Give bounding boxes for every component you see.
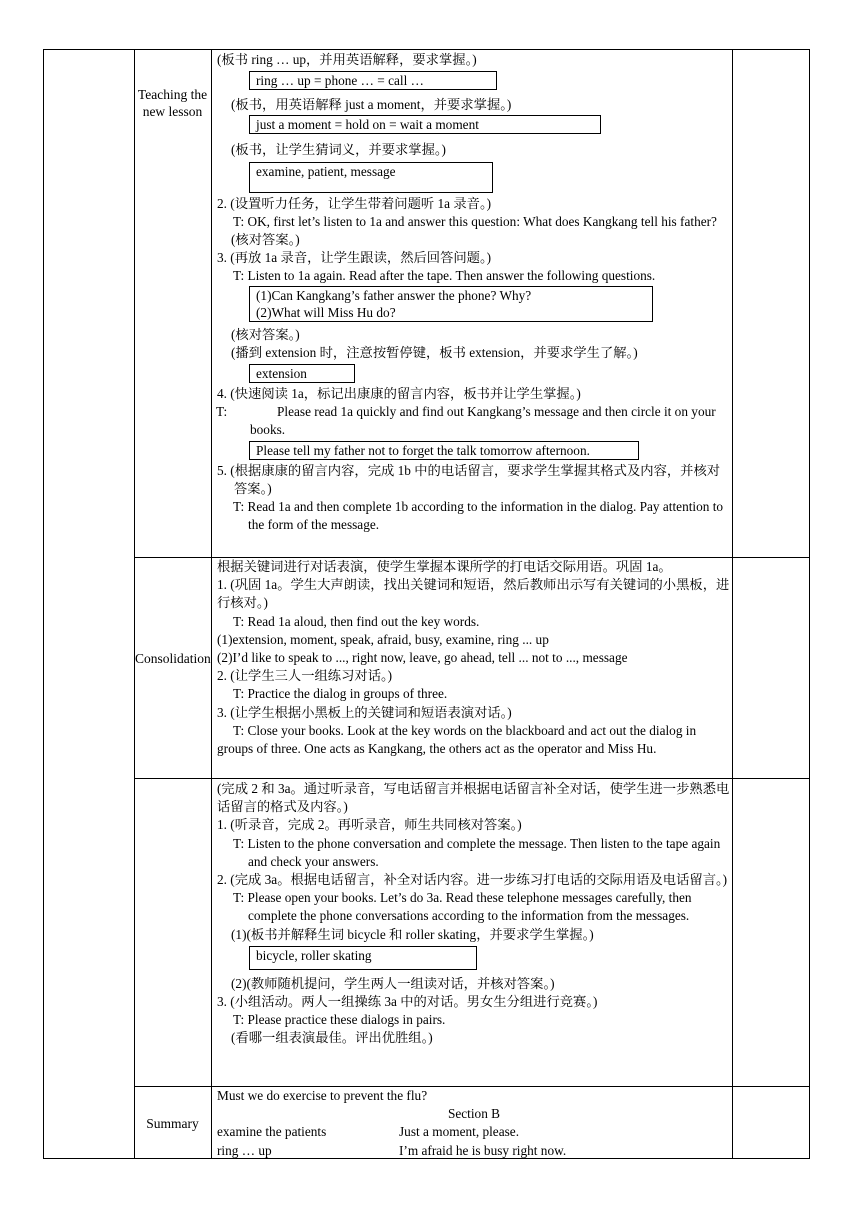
column-divider-2 [211,49,212,1159]
text-line: T: Listen to the phone conversation and complete the message. Then listen to the tape again and check your answers. [233,835,721,869]
summary-sentence: Just a moment, please. [399,1124,520,1140]
stage-label-teaching: Teaching the new lesson [137,87,208,119]
text-line: T: Please practice these dialogs in pairs. [233,1012,446,1028]
blackboard-box [249,286,653,322]
text-line: (2)(教师随机提问，学生两人一组读对话，并核对答案。) [231,975,555,991]
text-line: T: Practice the dialog in groups of three. [233,686,448,702]
text-line: T: Read 1a aloud, then find out the key words. [233,613,480,629]
practice-content [217,780,731,1048]
text-line: Must we do exercise to prevent the flu? [217,1088,428,1103]
text-line: (板书，用英语解释 just a moment，并要求掌握。) [231,97,512,113]
text-span: Please read 1a quickly and find out Kangkang’s message and then circle it on your books. [250,404,716,438]
text-line: (板书 ring … up，并用英语解释，要求掌握。) [217,52,477,67]
text-line: 1. (巩固 1a。学生大声朗读，找出关键词和短语，然后教师出示写有关键词的小黑板，进行核对。) [217,577,730,611]
table-border-top [43,49,810,50]
text-line: T: Listen to 1a again. Read after the tape. Then answer the following questions. [233,268,656,284]
text-line: T: Close your books. Look at the key words on the blackboard and act out the dialog in groups of three. One acts as Kangkang, the others act as the operator and Miss Hu. [217,722,697,757]
section-heading: Section B [447,1106,501,1122]
text-line: 3. (让学生根据小黑板上的关键词和短语表演对话。) [217,704,512,720]
summary-phrase: ring … up [217,1142,272,1158]
column-divider-3 [732,49,733,1159]
table-border-right [809,49,810,1159]
lesson-plan-table [43,49,810,1159]
blackboard-box: extension [249,364,355,383]
teaching-content [217,51,731,534]
blackboard-box: Please tell my father not to forget the talk tomorrow afternoon. [249,441,639,460]
summary-content [217,1087,731,1160]
summary-sentence: I’m afraid he is busy right now. [399,1142,567,1158]
blackboard-box: ring … up = phone … = call … [249,71,497,90]
text-line: 2. (让学生三人一组练习对话。) [217,668,393,684]
text-line: 5. (根据康康的留言内容，完成 1b 中的电话留言，要求学生掌握其格式及内容，并核对答案。) [217,462,721,496]
question-2: (2)What will Miss Hu do? [256,304,396,320]
teacher-prefix: T: [216,404,228,420]
summary-row [217,1123,731,1141]
text-line: (核对答案。) [231,232,300,248]
text-line: 根据关键词进行对话表演，使学生掌握本课所学的打电话交际用语。巩固 1a。 [217,559,672,574]
text-line: 3. (再放 1a 录音，让学生跟读，然后回答问题。) [217,250,492,266]
row-divider-2 [134,778,810,779]
text-line: (板书，让学生猜词义，并要求掌握。) [231,142,446,158]
text-line: (看哪一组表演最佳。评出优胜组。) [231,1030,433,1046]
question-1: (1)Can Kangkang’s father answer the phone? Why? [256,287,532,303]
text-line: (播到 extension 时，注意按暂停键，板书 extension，并要求学生了解。) [231,344,638,360]
text-line: (完成 2 和 3a。通过听录音，写电话留言并根据电话留言补全对话，使学生进一步熟悉电话留言的格式及内容。) [217,781,730,815]
blackboard-box: bicycle, roller skating [249,946,477,970]
text-line: (核对答案。) [231,326,300,342]
text-line: T: Please open your books. Let’s do 3a. Read these telephone messages carefully, then complete the phone conversations according to the information from the messages. [233,890,692,924]
blackboard-box: just a moment = hold on = wait a moment [249,115,601,134]
consolidation-content [217,558,731,758]
text-line: T: OK, first let’s listen to 1a and answer this question: What does Kangkang tell his father? [233,213,717,229]
stage-label-summary: Summary [146,1116,199,1131]
stage-label-consolidation: Consolidation [135,651,211,666]
text-line: (1)(板书并解释生词 bicycle 和 roller skating，并要求学生掌握。) [231,926,594,942]
summary-phrase: examine the patients [217,1124,327,1140]
text-line: 2. (完成 3a。根据电话留言，补全对话内容。进一步练习打电话的交际用语及电话留言。) [217,872,728,888]
text-line [217,403,731,439]
column-divider-1 [134,49,135,1159]
text-line: (1)extension, moment, speak, afraid, busy, examine, ring ... up [217,631,549,647]
text-line: T: Read 1a and then complete 1b according to the information in the dialog. Pay attention to the form of the message. [233,499,724,533]
text-line: 1. (听录音，完成 2。再听录音，师生共同核对答案。) [217,817,522,833]
text-line: 2. (设置听力任务，让学生带着问题听 1a 录音。) [217,195,492,211]
summary-row [217,1142,731,1160]
text-line: 3. (小组活动。两人一组操练 3a 中的对话。男女生分组进行竞赛。) [217,994,598,1010]
blackboard-box: examine, patient, message [249,162,493,193]
text-line: (2)I’d like to speak to ..., right now, leave, go ahead, tell ... not to ..., message [217,650,628,666]
table-border-left [43,49,44,1159]
text-line: 4. (快速阅读 1a，标记出康康的留言内容，板书并让学生掌握。) [217,386,581,402]
